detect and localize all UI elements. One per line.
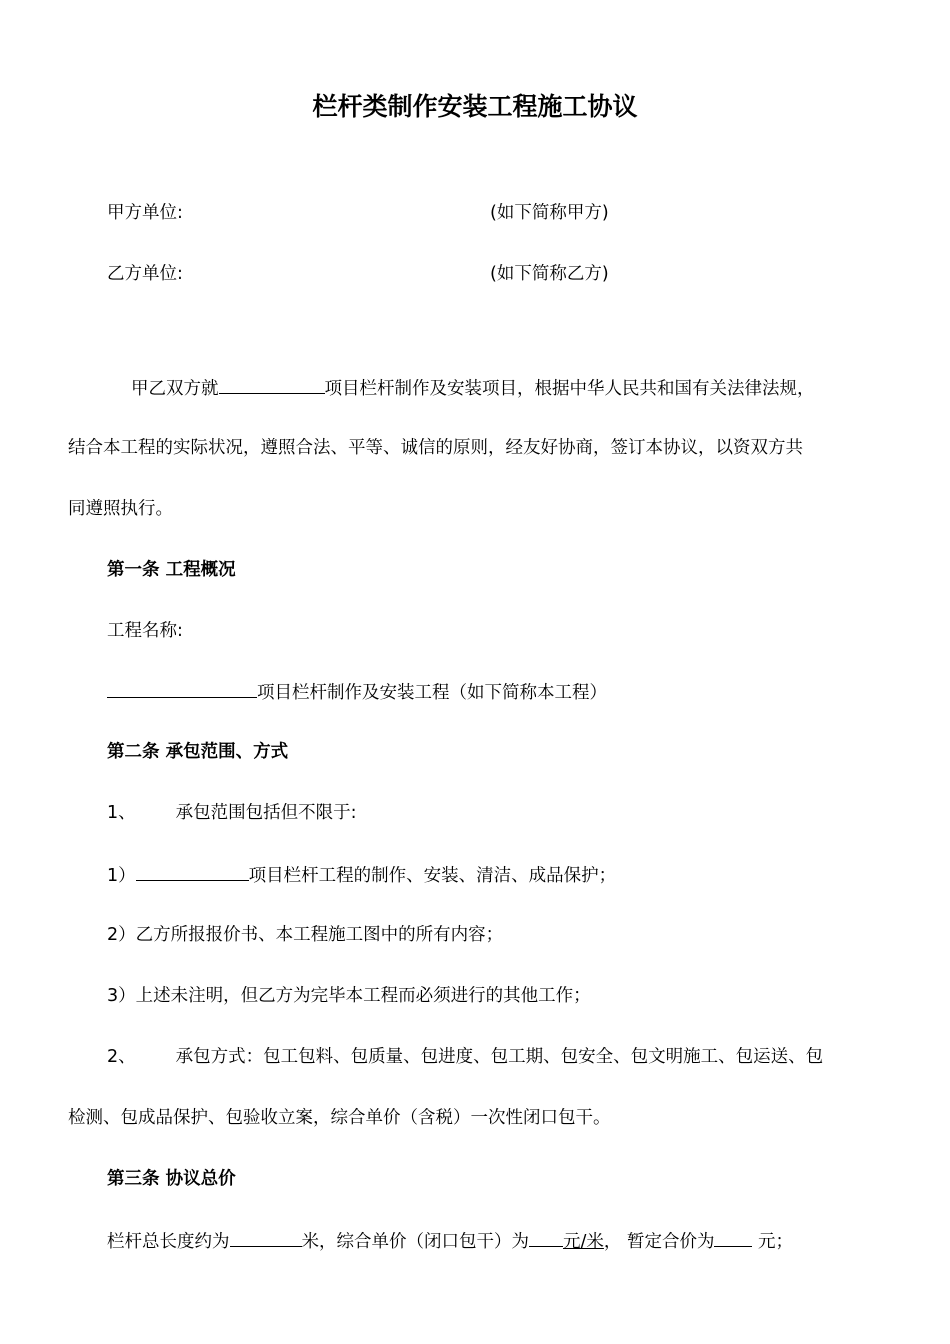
scope-sub-2: 2）乙方所报报价书、本工程施工图中的所有内容； [107,925,504,945]
party-a-note: (如下简称甲方) [490,203,609,223]
intro-line-3: 同遵照执行。 [68,499,173,519]
article-2-heading: 第二条 承包范围、方式 [107,742,289,762]
unit-price-blank[interactable] [529,1228,563,1247]
scope-project-blank[interactable] [136,862,249,881]
project-name-blank[interactable] [219,375,325,394]
project-name-label: 工程名称: [107,621,183,641]
party-a-label: 甲方单位: [107,203,183,223]
total-length-label: 栏杆总长度约为 [107,1232,230,1252]
scope-item-2-text: 承包方式：包工包料、包质量、包进度、包工期、包安全、包文明施工、包运送、包 [175,1047,824,1067]
scope-sub-1-prefix: 1） [107,866,136,886]
unit-price-unit: 元/米 [563,1232,604,1252]
scope-item-1-number: 1、 [107,803,136,823]
scope-sub-1-rest: 项目栏杆工程的制作、安装、清洁、成品保护； [248,866,617,886]
article-3-heading: 第三条 协议总价 [107,1169,236,1189]
total-price-label: ， 暂定合价为 [603,1232,715,1252]
intro-prefix: 甲乙双方就 [131,379,219,399]
intro-line-1 [131,375,815,401]
unit-price-label: 米，综合单价（闭口包干）为 [301,1232,529,1252]
scope-sub-3: 3）上述未注明，但乙方为完毕本工程而必须进行的其他工作； [107,986,591,1006]
intro-line-2: 结合本工程的实际状况，遵照合法、平等、诚信的原则，经友好协商，签订本协议，以资双方共 [68,438,803,458]
total-price-unit: 元； [752,1232,794,1252]
total-length-blank[interactable] [230,1228,302,1247]
party-b-note: (如下简称乙方) [490,264,609,284]
scope-sub-1 [107,862,616,888]
document-title: 栏杆类制作安装工程施工协议 [312,92,638,121]
total-price-blank[interactable] [714,1228,752,1247]
scope-item-1-text: 承包范围包括但不限于: [175,803,357,823]
project-name-blank-2[interactable] [107,679,257,698]
scope-item-2 [107,1045,823,1069]
scope-item-2-continued: 检测、包成品保护、包验收立案，综合单价（含税）一次性闭口包干。 [68,1108,611,1128]
intro-line1-rest: 项目栏杆制作及安装项目，根据中华人民共和国有关法律法规， [324,379,815,399]
project-name-line [107,679,607,705]
scope-item-2-number: 2、 [107,1047,136,1067]
project-name-rest: 项目栏杆制作及安装工程（如下简称本工程） [257,683,607,703]
party-b-label: 乙方单位: [107,264,183,284]
price-line [107,1228,793,1254]
scope-item-1 [107,801,357,825]
article-1-heading: 第一条 工程概况 [107,560,236,580]
